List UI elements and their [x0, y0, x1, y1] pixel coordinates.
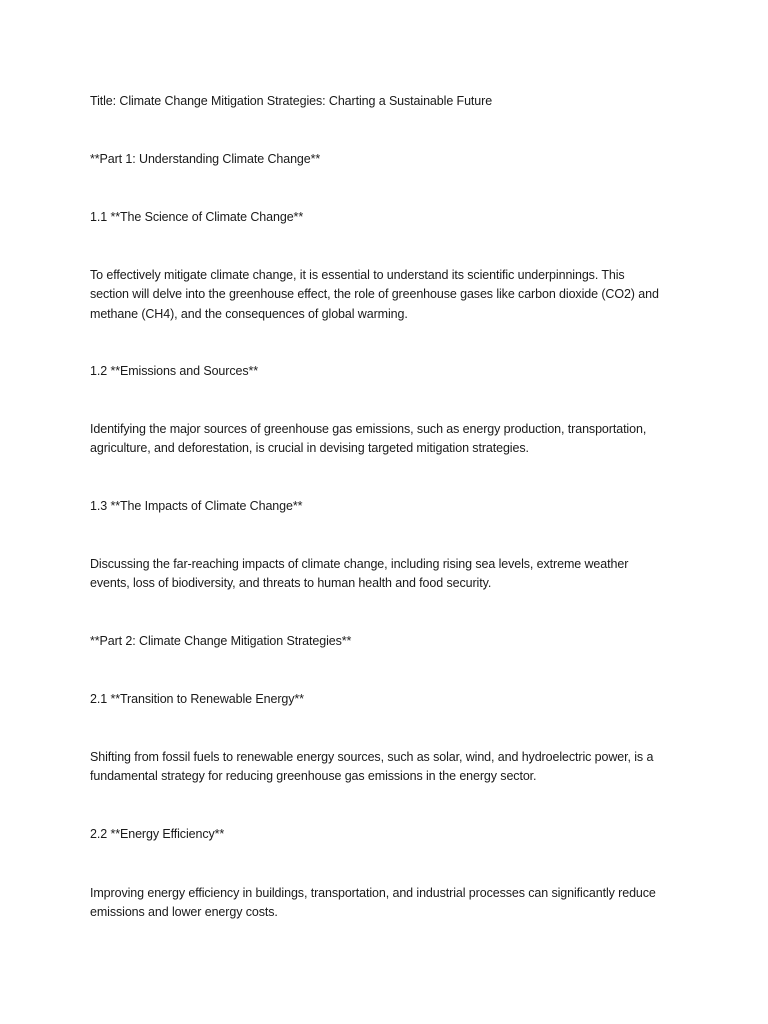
- paragraph-line: fundamental strategy for reducing greenhouse gas emissions in the energy sector.: [90, 769, 537, 784]
- part-2-heading: **Part 2: Climate Change Mitigation Strategies**: [90, 634, 352, 648]
- paragraph-line: methane (CH4), and the consequences of global warming.: [90, 306, 408, 321]
- paragraph-line: emissions and lower energy costs.: [90, 905, 278, 920]
- section-2-2-paragraph: [90, 884, 690, 923]
- document-title: Title: Climate Change Mitigation Strategies: Charting a Sustainable Future: [90, 94, 493, 108]
- part-1-heading: **Part 1: Understanding Climate Change**: [90, 152, 321, 166]
- section-1-3-heading: 1.3 **The Impacts of Climate Change**: [90, 499, 303, 513]
- section-1-1-paragraph: [90, 266, 690, 324]
- paragraph-line: Improving energy efficiency in buildings, transportation, and industrial processes can significantly reduce: [90, 886, 656, 900]
- paragraph-line: Discussing the far-reaching impacts of climate change, including rising sea levels, extreme weather: [90, 557, 629, 571]
- paragraph-line: Shifting from fossil fuels to renewable energy sources, such as solar, wind, and hydroelectric power, is a: [90, 750, 654, 764]
- section-2-2-heading: 2.2 **Energy Efficiency**: [90, 827, 225, 841]
- paragraph-line: events, loss of biodiversity, and threats to human health and food security.: [90, 576, 492, 591]
- paragraph-line: agriculture, and deforestation, is crucial in devising targeted mitigation strategies.: [90, 441, 529, 456]
- section-1-3-paragraph: [90, 555, 690, 594]
- paragraph-line: section will delve into the greenhouse effect, the role of greenhouse gases like carbon dioxide (CO2) and: [90, 287, 659, 302]
- section-2-1-heading: 2.1 **Transition to Renewable Energy**: [90, 692, 304, 706]
- section-1-2-heading: 1.2 **Emissions and Sources**: [90, 364, 259, 378]
- section-1-2-paragraph: [90, 420, 690, 459]
- section-2-1-paragraph: [90, 748, 690, 787]
- paragraph-line: To effectively mitigate climate change, it is essential to understand its scientific underpinnings. This: [90, 268, 625, 282]
- paragraph-line: Identifying the major sources of greenhouse gas emissions, such as energy production, transportation,: [90, 422, 647, 436]
- section-1-1-heading: 1.1 **The Science of Climate Change**: [90, 210, 304, 224]
